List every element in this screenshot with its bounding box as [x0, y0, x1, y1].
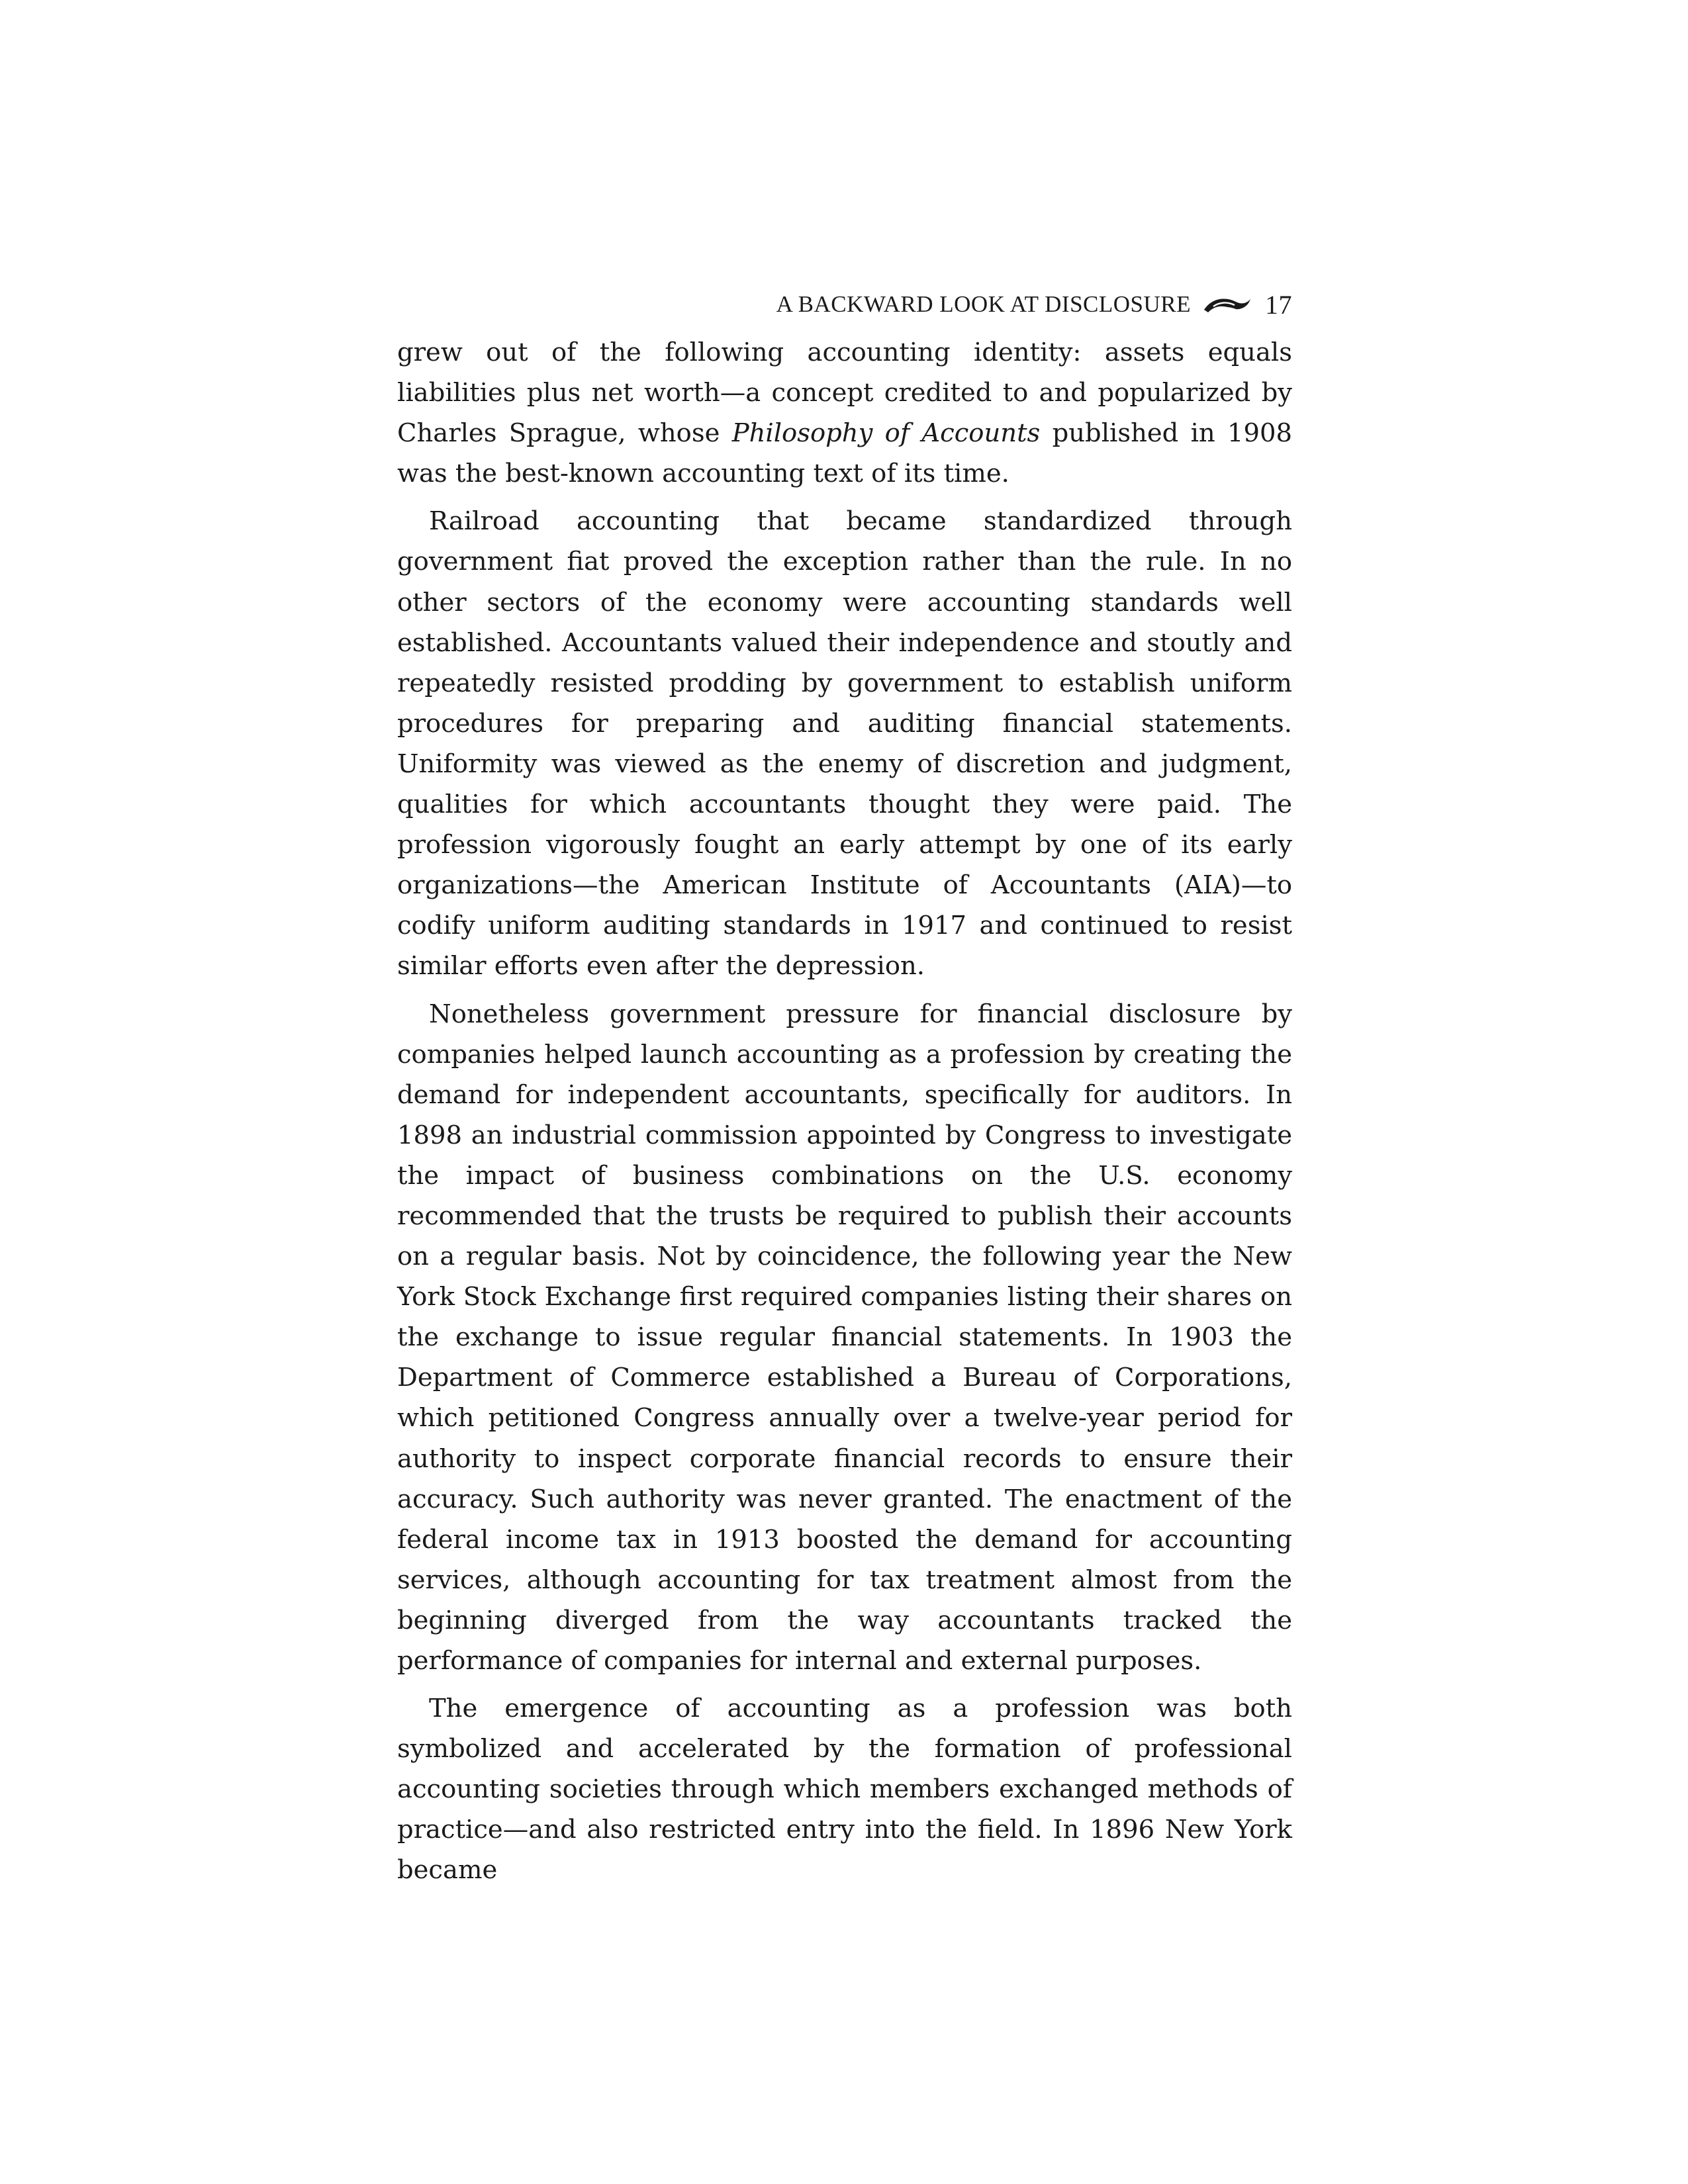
book-title-italic: Philosophy of Accounts [731, 418, 1041, 449]
page-number: 17 [1265, 289, 1292, 320]
paragraph-1-after: published in 1908 was the best-known accounting text of its time. [397, 418, 1293, 489]
paragraph-1-before: grew out of the following accounting identity: assets equals liabilities plus net worth—a concept credited to and popularized by Charles Sprague, whose [397, 338, 1292, 449]
running-title: A BACKWARD LOOK AT DISCLOSURE [776, 291, 1191, 317]
paragraph-1 [397, 332, 1292, 494]
swoosh-ornament-icon [1203, 295, 1252, 314]
paragraph-4: The emergence of accounting as a profession was both symbolized and accelerated by the formation of professional accounting societies through which members exchanged methods of practice—and also restricted entry into the field. In 1896 New York became [397, 1694, 1292, 1886]
running-head [397, 285, 1292, 324]
paragraph-3: Nonetheless government pressure for financial disclosure by companies helped launch accounting as a profession by creating the demand for independent accountants, specifically for auditors. In 1898 an industrial commission appointed by Congress to investigate the impact of business combinations on the U.S. economy recommended that the trusts be required to publish their accounts on a regular basis. Not by coincidence, the following year the New York Stock Exchange first required companies listing their shares on the exchange to issue regular financial statements. In 1903 the Department of Commerce established a Bureau of Corporations, which petitioned Congress annually over a twelve-year period for authority to inspect corporate financial records to ensure their accuracy. Such authority was never granted. The enactment of the federal income tax in 1913 boosted the demand for accounting services, although accounting for tax treatment almost from the beginning diverged from the way accountants tracked the performance of companies for internal and external purposes. [397, 999, 1292, 1676]
body-text [397, 332, 1292, 1891]
book-page [397, 285, 1292, 1898]
paragraph-2: Railroad accounting that became standardized through government fiat proved the exception rather than the rule. In no other sectors of the economy were accounting standards well established. Accountants valued their independence and stoutly and repeatedly resisted prodding by government to establish uniform procedures for preparing and auditing financial statements. Uniformity was viewed as the enemy of discretion and judgment, qualities for which accountants thought they were paid. The profession vigorously fought an early attempt by one of its early organizations—the American Institute of Accountants (AIA)—to codify uniform auditing standards in 1917 and continued to resist similar efforts even after the depression. [397, 506, 1292, 981]
